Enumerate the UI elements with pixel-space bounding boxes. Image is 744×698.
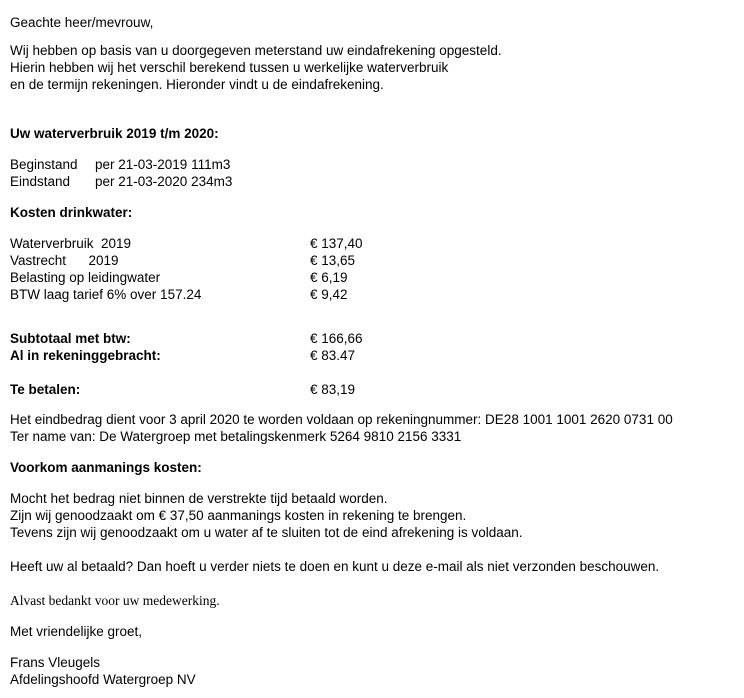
subtotal-amount: € 166,66 <box>310 331 363 346</box>
closing-salutation: Met vriendelijke groet, <box>10 624 143 639</box>
already-billed-amount: € 83.47 <box>310 348 356 363</box>
cost-row-amount: € 6,19 <box>310 270 348 285</box>
already-billed-row <box>10 347 744 364</box>
amount-due-amount: € 83,19 <box>310 382 356 397</box>
subtotal-row <box>10 330 744 347</box>
subtotal-label: Subtotaal met btw: <box>10 331 131 346</box>
cost-row-label: Belasting op leidingwater <box>10 270 161 285</box>
reminder-line: Zijn wij genoodzaakt om € 37,50 aanmanings kosten in rekening te brengen. <box>10 508 467 523</box>
usage-section-heading: Uw waterverbruik 2019 t/m 2020: <box>10 126 219 141</box>
meter-row-label: Beginstand <box>10 157 78 172</box>
already-billed-label: Al in rekeninggebracht: <box>10 348 161 363</box>
intro-line: en de termijn rekeningen. Hieronder vindt u de eindafrekening. <box>10 77 384 92</box>
meter-row-value: per 21-03-2019 111m3 <box>95 157 231 172</box>
costs-table <box>10 235 744 303</box>
cost-row-amount: € 137,40 <box>310 236 363 251</box>
cost-row-amount: € 13,65 <box>310 253 356 268</box>
meter-readings <box>10 156 744 190</box>
meter-row-beginstand <box>10 156 744 173</box>
reminder-paragraph <box>10 490 744 541</box>
cost-row-label: Vastrecht 2019 <box>10 253 119 268</box>
payment-instructions <box>10 411 744 445</box>
payment-line: Het eindbedrag dient voor 3 april 2020 te worden voldaan op rekeningnummer: DE28 1001 1001 2620 0731 00 <box>10 412 673 427</box>
amount-due-label: Te betalen: <box>10 382 81 397</box>
intro-paragraph <box>10 42 744 93</box>
amount-due-row <box>10 381 744 398</box>
meter-row-value: per 21-03-2020 234m3 <box>95 174 233 189</box>
cost-row-amount: € 9,42 <box>310 287 348 302</box>
payment-line: Ter name van: De Watergroep met betalingskenmerk 5264 9810 2156 3331 <box>10 429 462 444</box>
totals-block <box>10 330 744 364</box>
signature-name: Frans Vleugels <box>10 655 101 670</box>
meter-row-label: Eindstand <box>10 174 71 189</box>
costs-section-heading: Kosten drinkwater: <box>10 205 133 220</box>
cost-row <box>10 269 744 286</box>
signature-title: Afdelingshoofd Watergroep NV <box>10 672 196 687</box>
reminder-section-heading: Voorkom aanmanings kosten: <box>10 460 202 475</box>
meter-row-eindstand <box>10 173 744 190</box>
greeting: Geachte heer/mevrouw, <box>10 15 154 30</box>
thanks-note: Alvast bedankt voor uw medewerking. <box>10 593 220 608</box>
signature-block <box>10 654 744 688</box>
cost-row <box>10 235 744 252</box>
cost-row <box>10 252 744 269</box>
reminder-line: Tevens zijn wij genoodzaakt om u water af te sluiten tot de eind afrekening is voldaan. <box>10 525 523 540</box>
cost-row <box>10 286 744 303</box>
reminder-line: Mocht het bedrag niet binnen de verstrekte tijd betaald worden. <box>10 491 388 506</box>
intro-line: Hierin hebben wij het verschil berekend tussen u werkelijke waterverbruik <box>10 60 449 75</box>
cost-row-label: BTW laag tarief 6% over 157.24 <box>10 287 202 302</box>
intro-line: Wij hebben op basis van u doorgegeven meterstand uw eindafrekening opgesteld. <box>10 43 502 58</box>
cost-row-label: Waterverbruik 2019 <box>10 236 132 251</box>
already-paid-note: Heeft uw al betaald? Dan hoeft u verder niets te doen en kunt u deze e-mail als niet verzonden beschouwen. <box>10 559 660 574</box>
